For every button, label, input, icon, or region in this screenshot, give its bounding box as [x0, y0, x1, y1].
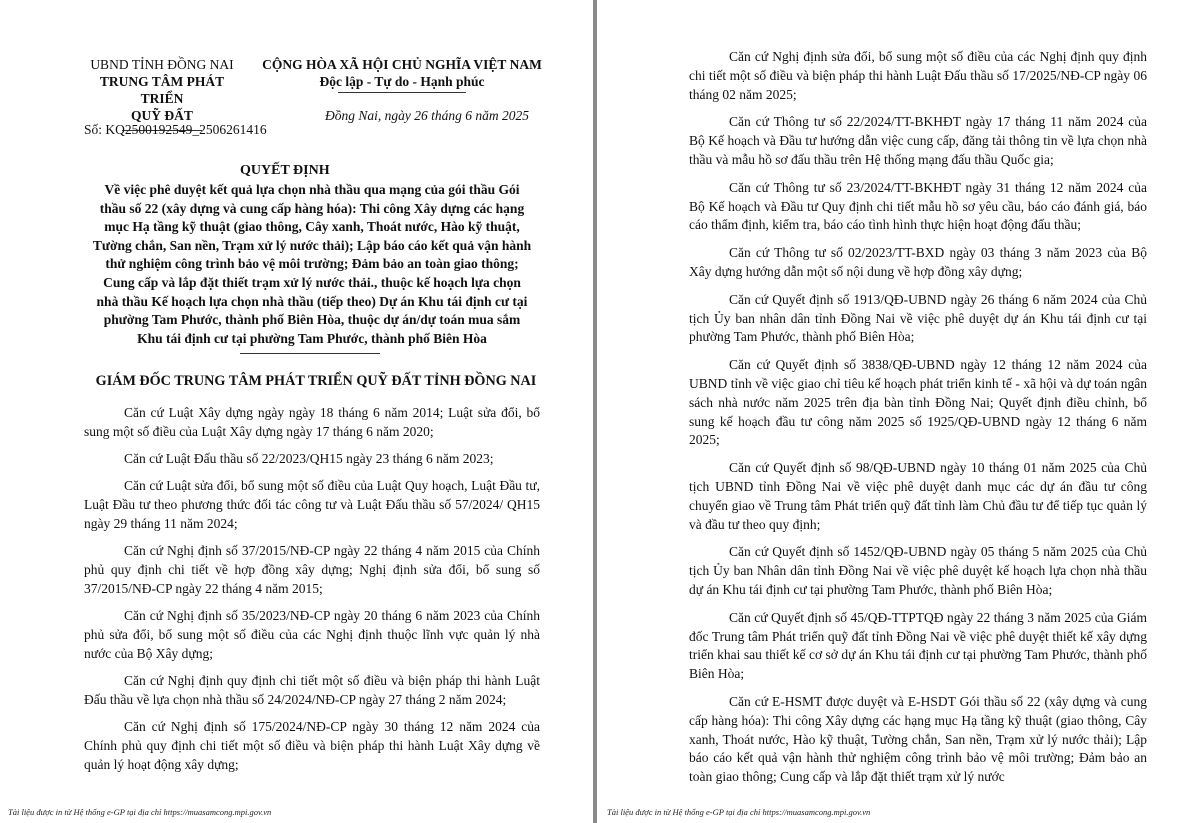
agency-name-line1: TRUNG TÂM PHÁT TRIỂN: [99, 74, 225, 106]
document-page-left: [0, 0, 593, 823]
paragraph: Căn cứ Thông tư số 22/2024/TT-BKHĐT ngày 17 tháng 11 năm 2024 của Bộ Kế hoạch và Đầu tư hướng dẫn việc cung cấp, đăng tải thông tin về lựa chọn nhà thầu và mẫu hồ sơ đấu thầu trên Hệ thống mạng đấu thầu Quốc gia;: [689, 114, 1147, 167]
agency-parent: UBND TỈNH ĐỒNG NAI: [90, 57, 234, 72]
left-paragraphs: [84, 404, 540, 783]
director-heading: GIÁM ĐỐC TRUNG TÂM PHÁT TRIỂN QUỸ ĐẤT TỈNH ĐỒNG NAI: [95, 373, 537, 389]
paragraph: Căn cứ Luật Xây dựng ngày ngày 18 tháng 6 năm 2014; Luật sửa đổi, bổ sung một số điều của Luật Xây dựng ngày 17 tháng 6 năm 2020;: [84, 405, 540, 439]
right-paragraphs: [689, 48, 1147, 796]
paragraph: Căn cứ Quyết định số 45/QĐ-TTPTQĐ ngày 22 tháng 3 năm 2025 của Giám đốc Trung tâm Phát triển quỹ đất tỉnh Đồng Nai về việc phê duyệt thiết kế xây dựng triển khai sau thiết kế cơ sở dự án Khu tái định cư tại phường Tam Phước, thành phố Biên Hòa;: [689, 609, 1147, 682]
document-subject: Về việc phê duyệt kết quả lựa chọn nhà thầu qua mạng của gói thầu Gói thầu số 22 (xây dựng và cung cấp hàng hóa): Thi công Xây dựng các hạng mục Hạ tầng kỹ thuật (giao thông, Cây xanh, Thoát nước, Hào kỹ thuật, Tường chắn, San nền, Trạm xử lý nước thải); Lập báo cáo kết quả vận hành thử nghiệm công trình bảo vệ môi trường; Đảm bảo an toàn giao thông; Cung cấp và lắp đặt thiết trạm xử lý nước thải., thuộc kế hoạch lựa chọn nhà thầu Kế hoạch lựa chọn nhà thầu (tiếp theo) Dự án Khu tái định cư tại phường Tam Phước, thành phố Biên Hòa, thuộc dự án/dự toán mua sắm Khu tái định cư tại phường Tam Phước, thành phố Biên Hòa: [92, 182, 532, 346]
agency-header: [82, 56, 242, 131]
page-footer: Tài liệu được in từ Hệ thống e-GP tại địa chỉ https://muasamcong.mpi.gov.vn: [8, 807, 272, 817]
paragraph: Căn cứ Nghị định số 35/2023/NĐ-CP ngày 20 tháng 6 năm 2023 của Chính phủ sửa đổi, bổ sung một số điều của các Nghị định thuộc lĩnh vực quản lý nhà nước của Bộ Xây dựng;: [84, 608, 540, 661]
paragraph: Căn cứ Quyết định số 1452/QĐ-UBND ngày 05 tháng 5 năm 2025 của Chủ tịch Ủy ban Nhân dân tỉnh Đồng Nai về việc phê duyệt kế hoạch lựa chọn nhà thầu dự án Khu tái định cư tại phường Tam Phước, thành phố Biên Hòa;: [689, 544, 1147, 597]
page-footer: Tài liệu được in từ Hệ thống e-GP tại địa chỉ https://muasamcong.mpi.gov.vn: [607, 807, 871, 817]
paragraph: Căn cứ Thông tư số 02/2023/TT-BXD ngày 03 tháng 3 năm 2023 của Bộ Xây dựng hướng dẫn một số nội dung về hợp đồng xây dựng;: [689, 245, 1147, 279]
document-page-right: [597, 0, 1200, 823]
paragraph: Căn cứ Nghị định sửa đổi, bổ sung một số điều của các Nghị định quy định chi tiết một số điều và biện pháp thi hành Luật Đấu thầu số 17/2025/NĐ-CP ngày 06 tháng 02 năm 2025;: [689, 49, 1147, 102]
paragraph: Căn cứ Quyết định số 1913/QĐ-UBND ngày 26 tháng 6 năm 2024 của Chủ tịch Ủy ban nhân dân tỉnh Đồng Nai về việc phê duyệt dự án Khu tái định cư tại phường Tam Phước, thành phố Biên Hòa;: [689, 291, 1147, 345]
paragraph: Căn cứ Luật Đấu thầu số 22/2023/QH15 ngày 23 tháng 6 năm 2023;: [124, 451, 494, 467]
agency-name-line2: QUỸ ĐẤT: [131, 108, 193, 123]
national-motto: Độc lập - Tự do - Hạnh phúc: [319, 74, 485, 89]
paragraph: Căn cứ Quyết định số 3838/QĐ-UBND ngày 12 tháng 12 năm 2024 của UBND tỉnh về việc giao chỉ tiêu kế hoạch phát triển kinh tế - xã hội và dự toán ngân sách nhà nước năm 2025 trên địa bàn tỉnh Đồng Nai; Quyết định điều chỉnh, bổ sung kế hoạch đầu tư công năm 2025 số 1925/QĐ-UBND ngày 12 tháng 6 năm 2025;: [689, 357, 1147, 448]
national-header: [262, 56, 542, 93]
document-title: QUYẾT ĐỊNH: [240, 163, 330, 178]
country-name: CỘNG HÒA XÃ HỘI CHỦ NGHĨA VIỆT NAM: [262, 57, 542, 72]
paragraph: Căn cứ Luật sửa đổi, bổ sung một số điều của Luật Quy hoạch, Luật Đầu tư, Luật Đầu tư theo phương thức đối tác công tư và Luật Đấu thầu số 57/2024/ QH15 ngày 29 tháng 11 năm 2024;: [84, 478, 540, 531]
subject-divider: [240, 353, 380, 354]
document-number: Số: KQ2500192549_2506261416: [84, 122, 267, 137]
place-date: Đồng Nai, ngày 26 tháng 6 năm 2025: [325, 108, 529, 123]
paragraph: Căn cứ Thông tư số 23/2024/TT-BKHĐT ngày 31 tháng 12 năm 2024 của Bộ Kế hoạch và Đầu tư Quy định chi tiết mẫu hồ sơ yêu cầu, báo cáo đánh giá, báo cáo thẩm định, kiểm tra, báo cáo tình hình thực hiện hoạt động đấu thầu;: [689, 179, 1147, 233]
motto-divider: [338, 92, 466, 93]
paragraph: Căn cứ Nghị định quy định chi tiết một số điều và biện pháp thi hành Luật Đấu thầu về lựa chọn nhà thầu số 24/2024/NĐ-CP ngày 27 tháng 2 năm 2024;: [84, 673, 540, 707]
paragraph: Căn cứ E-HSMT được duyệt và E-HSDT Gói thầu số 22 (xây dựng và cung cấp hàng hóa): Thi công Xây dựng các hạng mục Hạ tầng kỹ thuật (giao thông, Cây xanh, Thoát nước, Hào kỹ thuật, Tường chắn, San nền, Trạm xử lý nước thải); Lập báo cáo kết quả vận hành thử nghiệm công trình bảo vệ môi trường; Đảm bảo an toàn giao thông; Cung cấp và lắp đặt thiết trạm xử lý nước: [689, 693, 1147, 785]
paragraph: Căn cứ Quyết định số 98/QĐ-UBND ngày 10 tháng 01 năm 2025 của Chủ tịch UBND tỉnh Đồng Nai về việc phê duyệt danh mục các dự án đầu tư công chuyển giao về Trung tâm Phát triển quỹ đất tỉnh làm Chủ đầu tư để tiếp tục quản lý và đầu tư theo quy định;: [689, 460, 1147, 532]
paragraph: Căn cứ Nghị định số 175/2024/NĐ-CP ngày 30 tháng 12 năm 2024 của Chính phủ quy định chi tiết một số điều và biện pháp thi hành Luật Xây dựng về quản lý hoạt động xây dựng;: [84, 719, 540, 772]
paragraph: Căn cứ Nghị định số 37/2015/NĐ-CP ngày 22 tháng 4 năm 2015 của Chính phủ quy định chi tiết về hợp đồng xây dựng; Nghị định sửa đổi, bổ sung số 37/2015/NĐ-CP ngày 22 tháng 4 năm 2015;: [84, 543, 540, 596]
